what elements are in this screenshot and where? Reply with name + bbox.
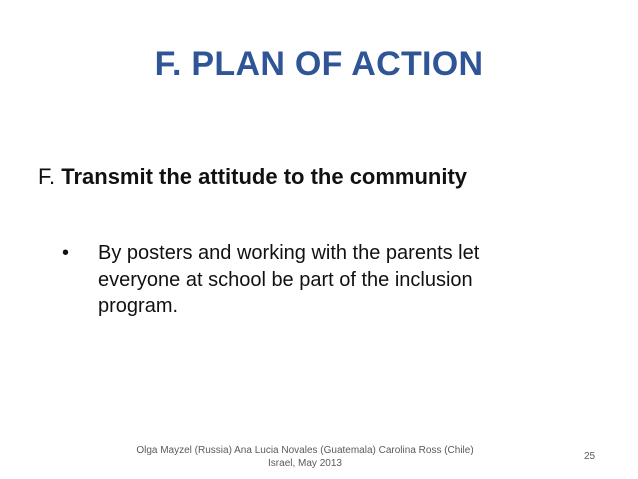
section-heading — [38, 162, 467, 192]
footer-location-date: Israel, May 2013 — [268, 458, 342, 469]
bullet-text: By posters and working with the parents let everyone at school be part of the inclusion program. — [98, 242, 480, 317]
heading-prefix: F. — [38, 164, 62, 189]
bullet-list — [62, 240, 552, 320]
bullet-item — [62, 240, 552, 320]
slide-footer — [110, 444, 500, 470]
footer-authors: Olga Mayzel (Russia) Ana Lucia Novales (Guatemala) Carolina Ross (Chile) — [136, 445, 474, 456]
page-number: 25 — [584, 451, 596, 462]
heading-bold-text: Transmit the attitude to the community — [61, 164, 468, 189]
slide-title: F. PLAN OF ACTION — [154, 45, 484, 83]
bullet-marker: • — [62, 242, 70, 264]
